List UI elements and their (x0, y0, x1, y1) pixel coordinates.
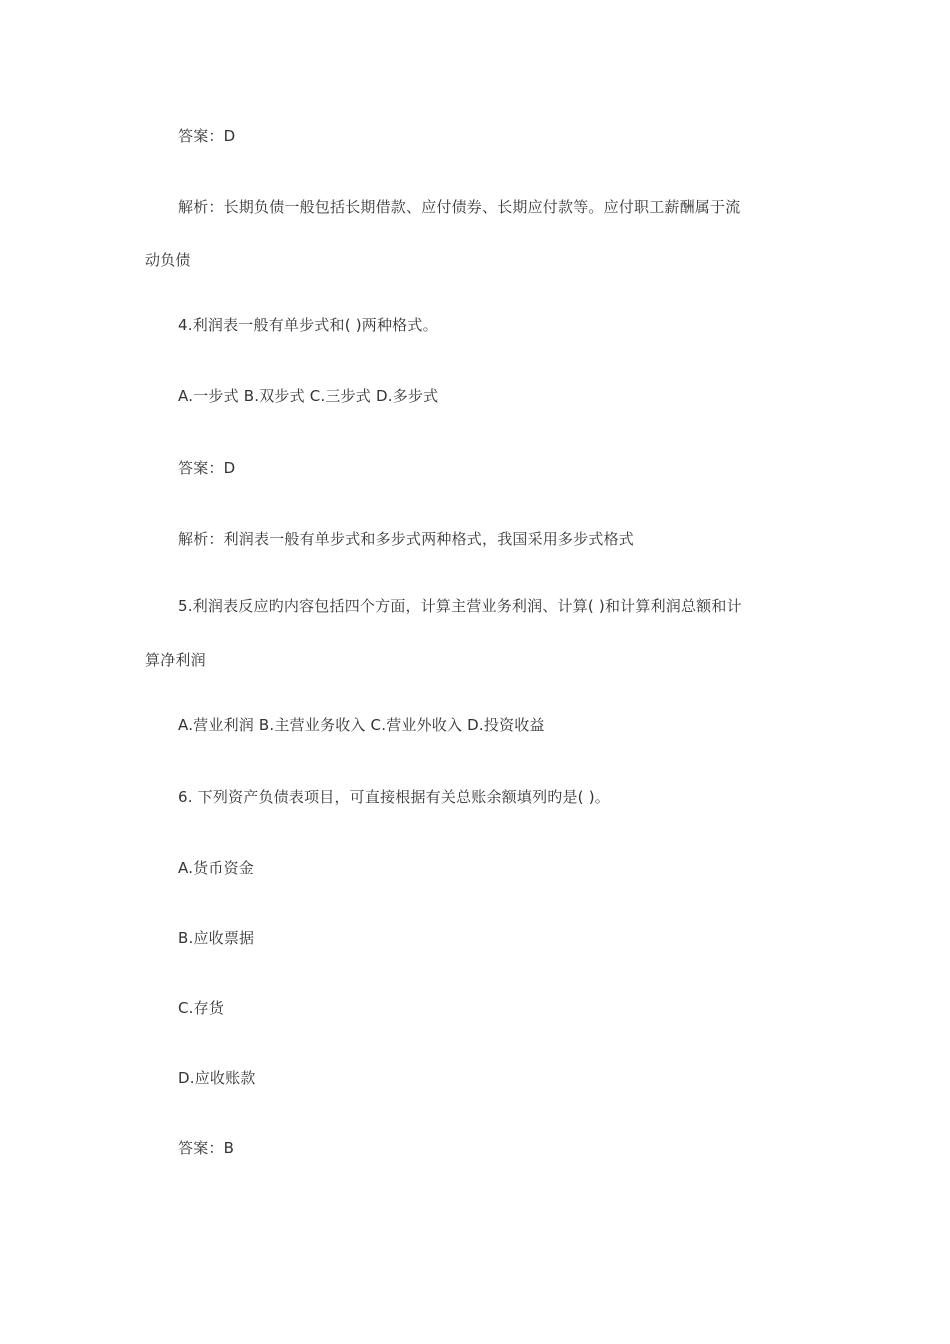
explanation-q3-line1: 解析：长期负债一般包括长期借款、应付债券、长期应付款等。应付职工薪酬属于流 (178, 198, 741, 216)
answer-q6: 答案：B (178, 1139, 235, 1157)
explanation-q4: 解析：利润表一般有单步式和多步式两种格式，我国采用多步式格式 (178, 530, 635, 548)
option-q6-b: B.应收票据 (178, 929, 255, 947)
explanation-q3-line2: 动负债 (145, 251, 191, 269)
question-5-line1: 5.利润表反应旳内容包括四个方面，计算主营业务利润、计算( )和计算利润总额和计 (178, 597, 742, 615)
options-q4: A.一步式 B.双步式 C.三步式 D.多步式 (178, 387, 439, 405)
option-q6-a: A.货币资金 (178, 859, 254, 877)
question-4: 4.利润表一般有单步式和( )两种格式。 (178, 316, 438, 334)
options-q5: A.营业利润 B.主营业务收入 C.营业外收入 D.投资收益 (178, 716, 545, 734)
question-5-line2: 算净利润 (145, 651, 206, 669)
option-q6-c: C.存货 (178, 999, 225, 1017)
answer-q4: 答案：D (178, 459, 236, 477)
question-6: 6. 下列资产负债表项目，可直接根据有关总账余额填列旳是( )。 (178, 788, 610, 806)
option-q6-d: D.应收账款 (178, 1069, 256, 1087)
answer-q3: 答案：D (178, 127, 236, 145)
